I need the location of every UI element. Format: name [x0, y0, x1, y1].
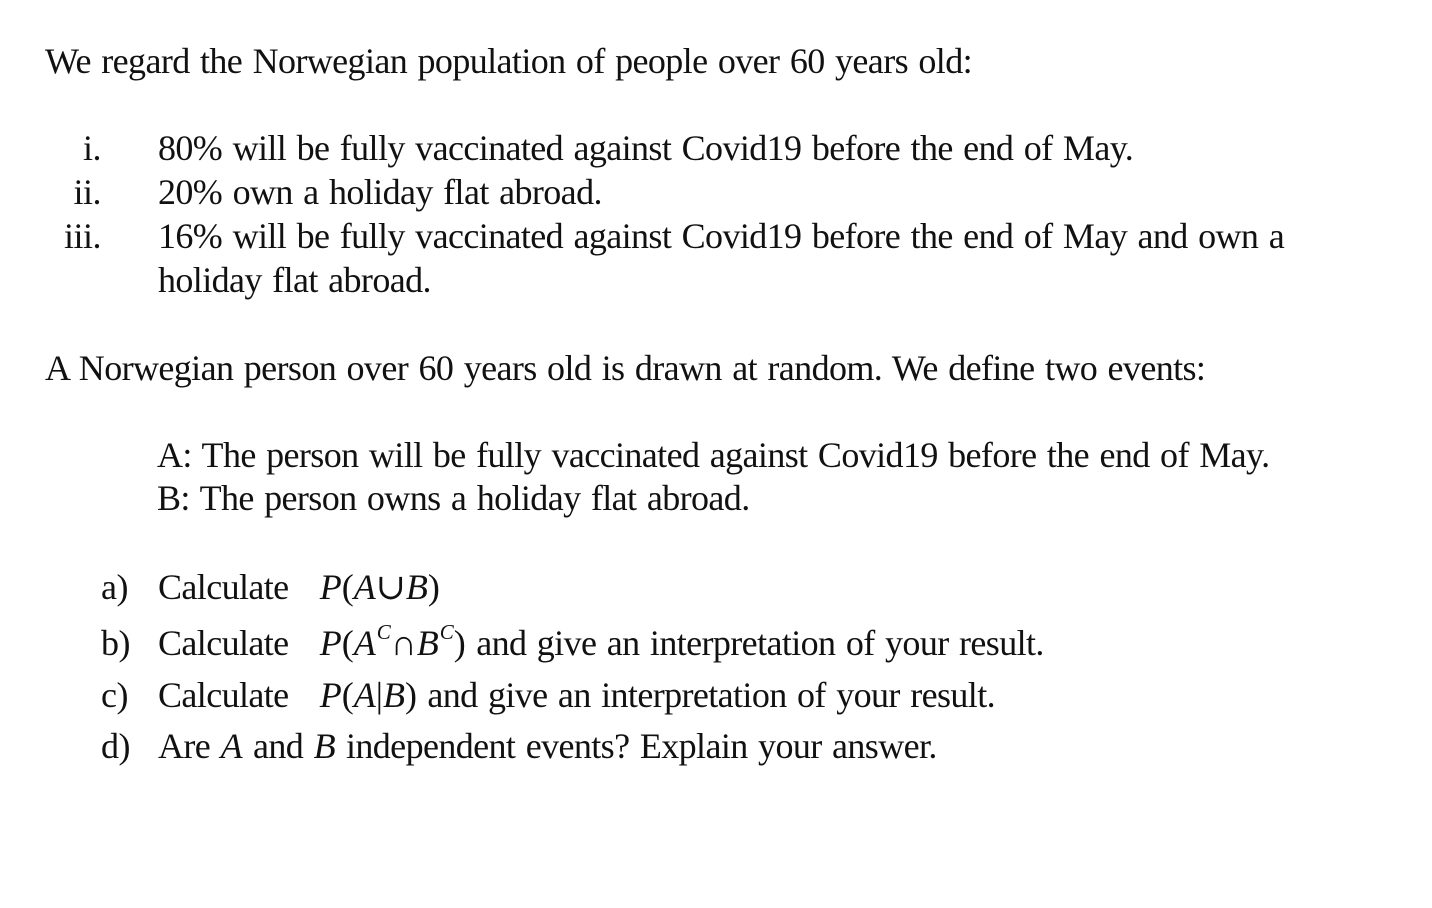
- question-d-word-are: Are: [158, 726, 211, 766]
- setup-text: A Norwegian person over 60 years old is drawn at random. We define two events:: [45, 348, 1206, 388]
- fact-text-line1: 16% will be fully vaccinated against Covid19 before the end of May and own a: [158, 216, 1285, 256]
- fact-number: ii.: [73, 172, 101, 212]
- math-paren-close: ): [404, 675, 417, 715]
- math-paren-open: (: [341, 675, 354, 715]
- question-label: a): [101, 567, 128, 607]
- fact-text-line2: holiday flat abroad.: [158, 260, 431, 300]
- question-prefix: Calculate: [158, 675, 289, 715]
- fact-text: 80% will be fully vaccinated against Covid19 before the end of May.: [158, 128, 1134, 168]
- math-p: P: [319, 675, 342, 715]
- question-b-content: [158, 620, 1044, 663]
- question-prefix: Calculate: [158, 623, 289, 663]
- math-paren-close: ): [427, 567, 440, 607]
- math-paren-open: (: [341, 623, 354, 663]
- event-a-symbol: A: [220, 726, 243, 766]
- math-a: A: [353, 623, 376, 663]
- question-suffix: and give an interpretation of your result.: [476, 623, 1044, 663]
- math-complement-b: C: [439, 620, 454, 644]
- fact-text: 20% own a holiday flat abroad.: [158, 172, 602, 212]
- fact-number: iii.: [63, 216, 101, 256]
- probability-expression: [320, 567, 440, 607]
- question-c-content: [158, 677, 995, 713]
- math-b: B: [405, 567, 428, 607]
- fact-number: i.: [82, 128, 101, 168]
- math-paren-open: (: [341, 567, 354, 607]
- math-b: B: [416, 623, 439, 663]
- math-a: A: [353, 567, 376, 607]
- math-complement-a: C: [376, 620, 391, 644]
- question-d-word-and: and: [252, 726, 304, 766]
- intro-text: We regard the Norwegian population of people over 60 years old:: [45, 41, 972, 81]
- question-a-content: [158, 569, 440, 605]
- math-p: P: [319, 567, 342, 607]
- math-intersection: ∩: [390, 623, 417, 663]
- event-b-symbol: B: [313, 726, 336, 766]
- probability-expression: [319, 620, 466, 663]
- question-prefix: Calculate: [158, 567, 289, 607]
- math-p: P: [319, 623, 342, 663]
- question-label: b): [101, 623, 130, 663]
- math-paren-close: ): [453, 623, 466, 663]
- question-d-content: [158, 728, 937, 764]
- event-b: B: The person owns a holiday flat abroad.: [157, 478, 750, 518]
- math-b: B: [382, 675, 405, 715]
- probability-expression: [320, 675, 417, 715]
- question-label: c): [101, 675, 128, 715]
- math-given-bar: |: [375, 675, 383, 715]
- question-label: d): [101, 726, 130, 766]
- question-suffix: and give an interpretation of your result.: [427, 675, 995, 715]
- math-union: ∪: [375, 567, 406, 607]
- question-d-rest: independent events? Explain your answer.: [345, 726, 937, 766]
- math-a: A: [353, 675, 376, 715]
- event-a: A: The person will be fully vaccinated against Covid19 before the end of May.: [157, 435, 1270, 475]
